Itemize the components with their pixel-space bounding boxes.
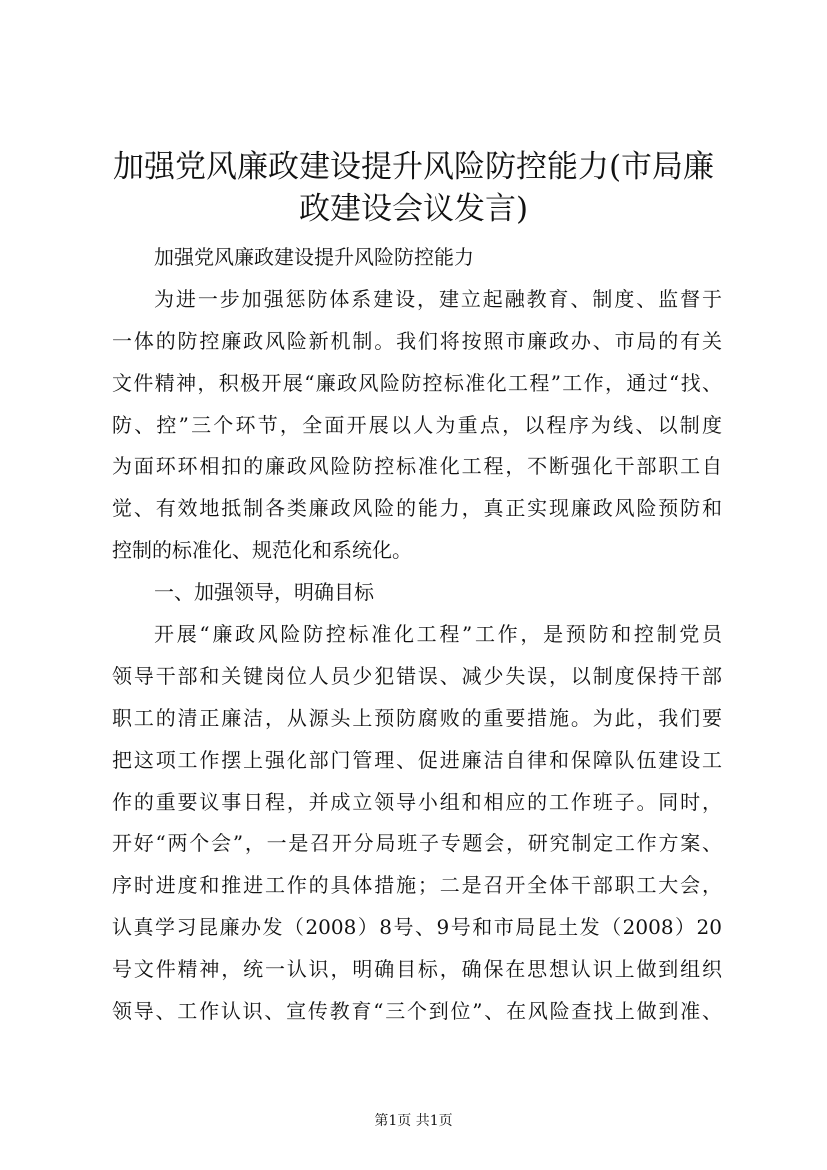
paragraph-line: 为面环环相扣的廉政风险防控标准化工程，不断强化干部职工自	[112, 454, 722, 479]
paragraph-line: 开展“廉政风险防控标准化工程”工作，是预防和控制党员	[154, 622, 722, 647]
paragraph-line: 防、控”三个环节，全面开展以人为重点，以程序为线、以制度	[112, 412, 722, 437]
title-line-2: 政建设会议发言)	[298, 191, 529, 227]
paragraph-line: 序时进度和推进工作的具体措施；二是召开全体干部职工大会，	[112, 873, 722, 898]
title-line-1: 加强党风廉政建设提升风险防控能力(市局廉	[112, 149, 715, 185]
paragraph-line: 为进一步加强惩防体系建设，建立起融教育、制度、监督于	[154, 286, 722, 311]
section-heading: 一、加强领导，明确目标	[154, 580, 374, 605]
paragraph-line: 一体的防控廉政风险新机制。我们将按照市廉政办、市局的有关	[112, 328, 722, 353]
document-title	[100, 146, 727, 230]
document-body	[112, 237, 722, 1033]
paragraph-line: 领导干部和关键岗位人员少犯错误、减少失误，以制度保持干部	[112, 663, 722, 688]
paragraph-line: 号文件精神，统一认识，明确目标，确保在思想认识上做到组织	[112, 957, 722, 982]
page-number-footer: 第1页 共1页	[374, 1113, 453, 1129]
paragraph-line: 把这项工作摆上强化部门管理、促进廉洁自律和保障队伍建设工	[112, 747, 722, 772]
paragraph-line: 控制的标准化、规范化和系统化。	[112, 538, 412, 563]
paragraph-line: 文件精神，积极开展“廉政风险防控标准化工程”工作，通过“找、	[112, 370, 722, 395]
paragraph-line: 认真学习昆廉办发（2008）8号、9号和市局昆土发（2008）20	[112, 915, 722, 940]
paragraph-2	[112, 614, 722, 1033]
paragraph-line: 作的重要议事日程，并成立领导小组和相应的工作班子。同时，	[112, 789, 722, 814]
paragraph-1	[112, 279, 722, 572]
subtitle: 加强党风廉政建设提升风险防控能力	[154, 245, 474, 269]
paragraph-line: 领导、工作认识、宣传教育“三个到位”、在风险查找上做到准、	[112, 999, 722, 1024]
paragraph-line: 觉、有效地抵制各类廉政风险的能力，真正实现廉政风险预防和	[112, 496, 722, 521]
paragraph-line: 开好“两个会”，一是召开分局班子专题会，研究制定工作方案、	[112, 831, 722, 856]
paragraph-line: 职工的清正廉洁，从源头上预防腐败的重要措施。为此，我们要	[112, 705, 722, 730]
